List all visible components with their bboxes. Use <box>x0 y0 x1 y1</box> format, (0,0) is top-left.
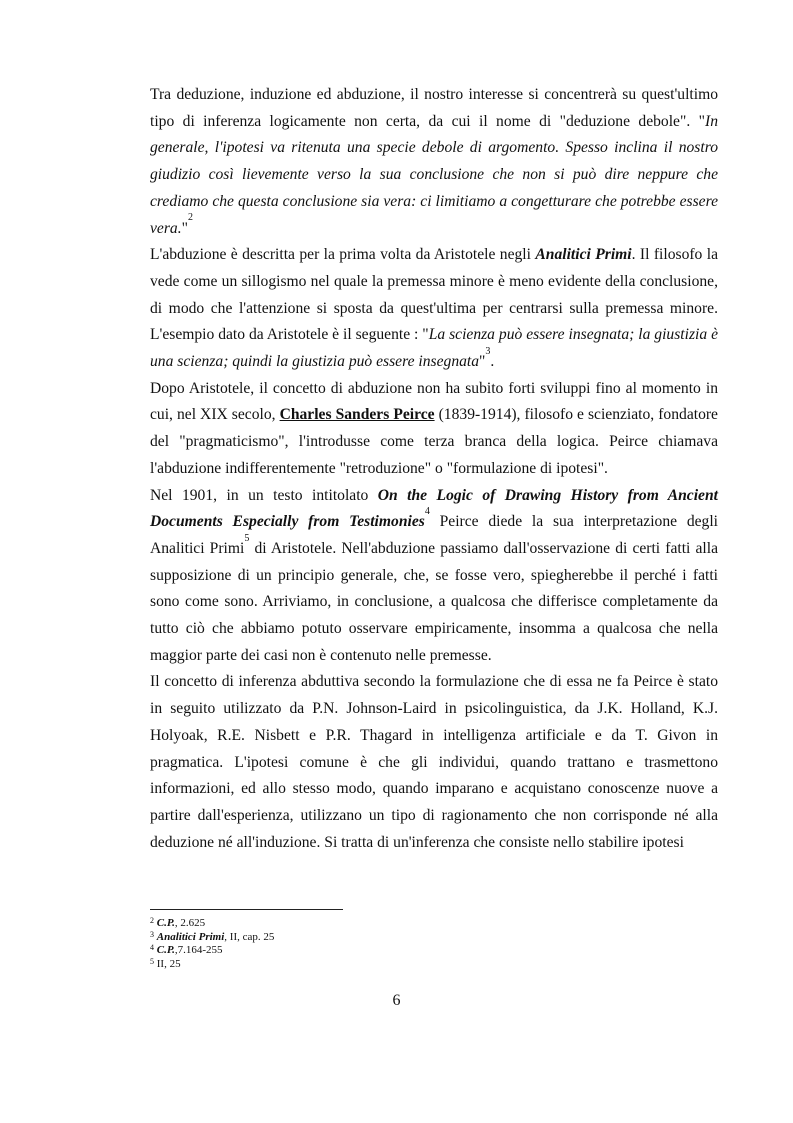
footnotes <box>150 917 550 971</box>
body-text <box>150 82 718 856</box>
footnote-ref-4[interactable]: 4 <box>424 506 430 518</box>
footnote-ref-5[interactable]: 5 <box>244 532 250 544</box>
page-number: 6 <box>392 992 401 1009</box>
footnote-divider <box>150 909 343 910</box>
footnote-3: $^3$ Analitici Primi, II, cap. 25 <box>150 929 275 943</box>
paragraph-4: Nel 1901, in un testo intitolato On the Logic of Drawing History from Ancient Documents Especially from Testimonies$^4$ Peirce diede la sua interpretazione degli Analitici Primi$^5$ di Aristotele. Nell'abduzione passiamo dall'osservazione di certi fatti alla supposizione di un principio generale, che, se fosse vero, spiegherebbe il perché i fatti sono come sono. Arriviamo, in conclusione, a qualcosa che differisce completamente da tutto ciò che abbiamo potuto osservare empiricamente, insomma a qualcosa che nella maggior parte dei casi non è contenuto nelle premesse. <box>150 486 719 664</box>
footnote-ref-3[interactable]: 3 <box>485 345 491 357</box>
footnote-5: $^5$ II, 25 <box>150 956 181 970</box>
paragraph-1: Tra deduzione, induzione ed abduzione, il nostro interesse si concentrerà su quest'ultimo tipo di inferenza logicamente non certa, da cui il nome di "deduzione debole". "In generale, l'ipotesi va ritenuta una specie debole di argomento. Spesso inclina il nostro giudizio così lievemente verso la sua conclusione che non si può dire neppure che crediamo che questa conclusione sia vera: ci limitiamo a congetturare che potrebbe essere vera."$^2$ <box>150 86 718 237</box>
paragraph-5: Il concetto di inferenza abduttiva secondo la formulazione che di essa ne fa Peirce è stato in seguito utilizzato da P.N. Johnson-Laird in psicolinguistica, da J.K. Holland, K.J. Holyoak, R.E. Nisbett e P.R. Thagard in intelligenza artificiale e da T. Givon in pragmatica. L'ipotesi comune è che gli individui, quando trattano e trasmettono informazioni, ed allo stesso modo, quando imparano e acquistano conoscenze nuove a partire dall'esperienza, utilizzano un tipo di ragionamento che non corrisponde né alla deduzione né all'induzione. Si tratta di un'inferenza che consiste nello stabilire ipotesi <box>150 673 718 851</box>
peirce-quote: In generale, l'ipotesi va ritenuta una specie debole di argomento. Spesso inclina il nostro giudizio così lievemente verso la sua conclusione che non si può dire neppure che crediamo che questa conclusione sia vera: ci limitiamo a congetturare che potrebbe essere vera. <box>150 112 718 237</box>
footnote-2: $^2$ C.P., 2.625 <box>150 916 206 929</box>
paragraph-2: L'abduzione è descritta per la prima volta da Aristotele negli Analitici Primi. Il filosofo la vede come un sillogismo nel quale la premessa minore è meno evidente della conclusione, di modo che l'attenzione si sposta da quest'ultima per centrarsi sulla premessa minore. L'esempio dato da Aristotele è il seguente : "La scienza può essere insegnata; la giustizia è una scienza; quindi la giustizia può essere insegnata"$^3$. <box>150 246 719 371</box>
footnote-4: $^4$ C.P.,7.164-255 <box>150 943 223 956</box>
paragraph-3: Dopo Aristotele, il concetto di abduzione non ha subito forti sviluppi fino al momento in cui, nel XIX secolo, Charles Sanders Peirce (1839-1914), filosofo e scienziato, fondatore del "pragmaticismo", l'introdusse come terza branca della logica. Peirce chiamava l'abduzione indifferentemente "retroduzione" o "formulazione di ipotesi". <box>150 379 718 477</box>
aristotle-quote: La scienza può essere insegnata; la giustizia è una scienza; quindi la giustizia può essere insegnata <box>150 326 719 371</box>
work-title-on-the-logic: On the Logic of Drawing History from Ancient Documents Especially from Testimonies <box>150 486 718 531</box>
peirce-link[interactable]: Charles Sanders Peirce <box>279 406 435 424</box>
work-title-analitici-primi: Analitici Primi <box>535 246 632 264</box>
footnote-ref-2[interactable]: 2 <box>187 212 193 224</box>
